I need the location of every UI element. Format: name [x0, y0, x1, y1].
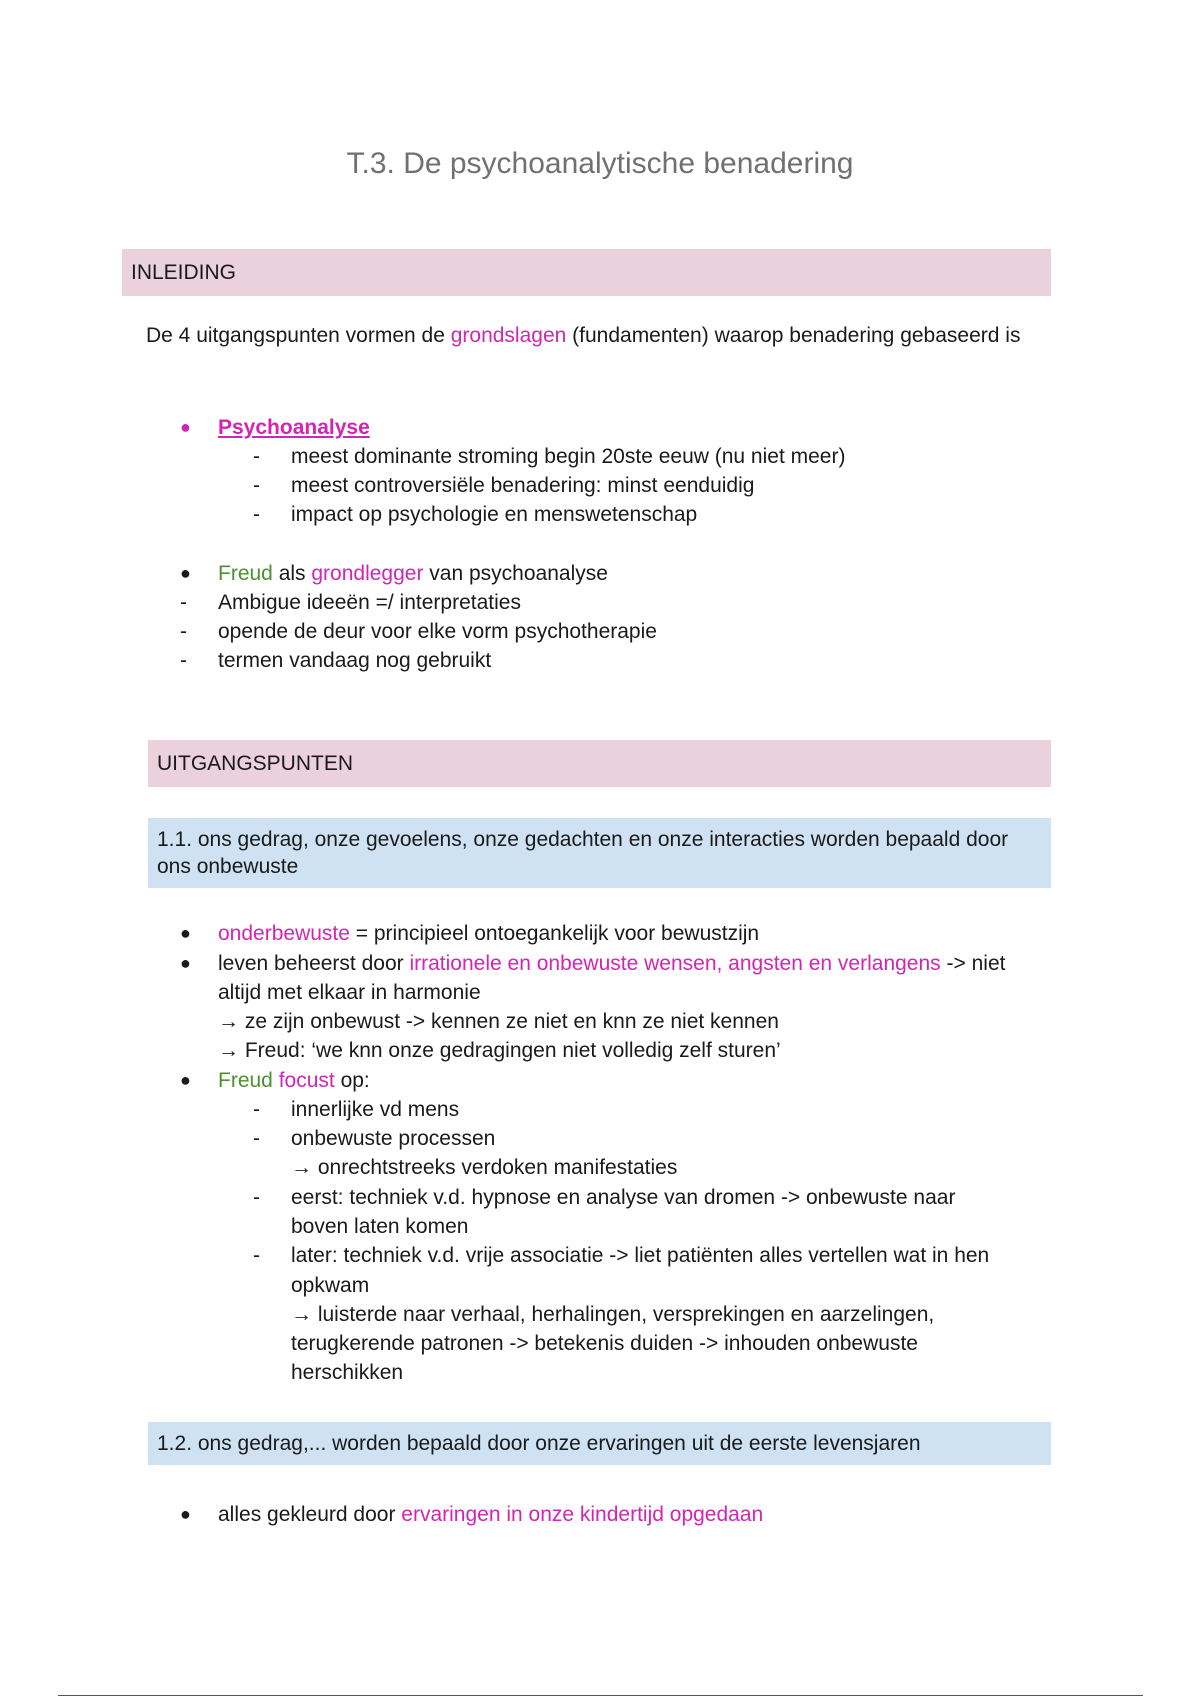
subsection-header: 1.2. ons gedrag,... worden bepaald door onze ervaringen uit de eerste levensjaren [148, 1422, 1051, 1465]
list-item: - impact op psychologie en menswetenschap [253, 500, 697, 529]
list-item: ● Freud focust op: [180, 1066, 370, 1095]
list-item: - Ambigue ideeën =/ interpretaties [180, 588, 521, 617]
dash-icon: - [180, 620, 187, 643]
bullet-icon: ● [180, 1504, 191, 1524]
bullet-icon: ● [180, 563, 191, 583]
section-header: UITGANGSPUNTEN [148, 740, 1051, 787]
bullet-icon: ● [180, 1070, 191, 1090]
list-item: - meest controversiële benadering: minst eenduidig [253, 471, 754, 500]
list-item: ● alles gekleurd door ervaringen in onze kindertijd opgedaan [180, 1500, 763, 1529]
list-item-freud: ● Freud als grondlegger van psychoanalyse [180, 559, 608, 588]
dash-icon: - [180, 649, 187, 672]
dash-icon: - [253, 1098, 260, 1121]
list-item-psychoanalyse [180, 413, 370, 442]
subsection-header: 1.1. ons gedrag, onze gevoelens, onze gedachten en onze interacties worden bepaald door ons onbewuste [148, 818, 1051, 888]
list-item: - opende de deur voor elke vorm psychotherapie [180, 617, 657, 646]
subsection-1-2 [148, 1422, 1051, 1465]
bullet-icon: ● [180, 923, 191, 943]
highlight-term: grondslagen [450, 324, 567, 347]
list-item: - termen vandaag nog gebruikt [180, 646, 491, 675]
dash-icon: - [253, 1186, 260, 1209]
list-item: ● leven beheerst door irrationele en onbewuste wensen, angsten en verlangens -> niet [180, 949, 1005, 978]
dash-icon: - [253, 503, 260, 526]
dash-icon: - [253, 1127, 260, 1150]
list-item: - eerst: techniek v.d. hypnose en analyse van dromen -> onbewuste naar [253, 1183, 955, 1212]
dash-icon: - [180, 591, 187, 614]
dash-icon: - [253, 474, 260, 497]
page-title: T.3. De psychoanalytische benadering [346, 147, 854, 180]
list-item: - innerlijke vd mens [253, 1095, 459, 1124]
footer-rule [58, 1695, 1143, 1696]
dash-icon: - [253, 445, 260, 468]
psychoanalyse-heading: Psychoanalyse [218, 416, 370, 439]
bullet-icon: ● [180, 953, 191, 973]
section-uitgangspunten [148, 740, 1051, 787]
list-item: - meest dominante stroming begin 20ste eeuw (nu niet meer) [253, 442, 845, 471]
list-item: ● onderbewuste = principieel ontoegankelijk voor bewustzijn [180, 919, 759, 948]
list-item: - later: techniek v.d. vrije associatie -> liet patiënten alles vertellen wat in hen [253, 1241, 989, 1270]
list-item: - onbewuste processen [253, 1124, 495, 1153]
bullet-icon: ● [180, 417, 191, 437]
section-inleiding [122, 249, 1051, 296]
intro-paragraph: De 4 uitgangspunten vormen de grondslagen (fundamenten) waarop benadering gebaseerd is [146, 324, 1021, 347]
dash-icon: - [253, 1244, 260, 1267]
section-header: INLEIDING [122, 249, 1051, 296]
subsection-1-1 [148, 818, 1051, 888]
